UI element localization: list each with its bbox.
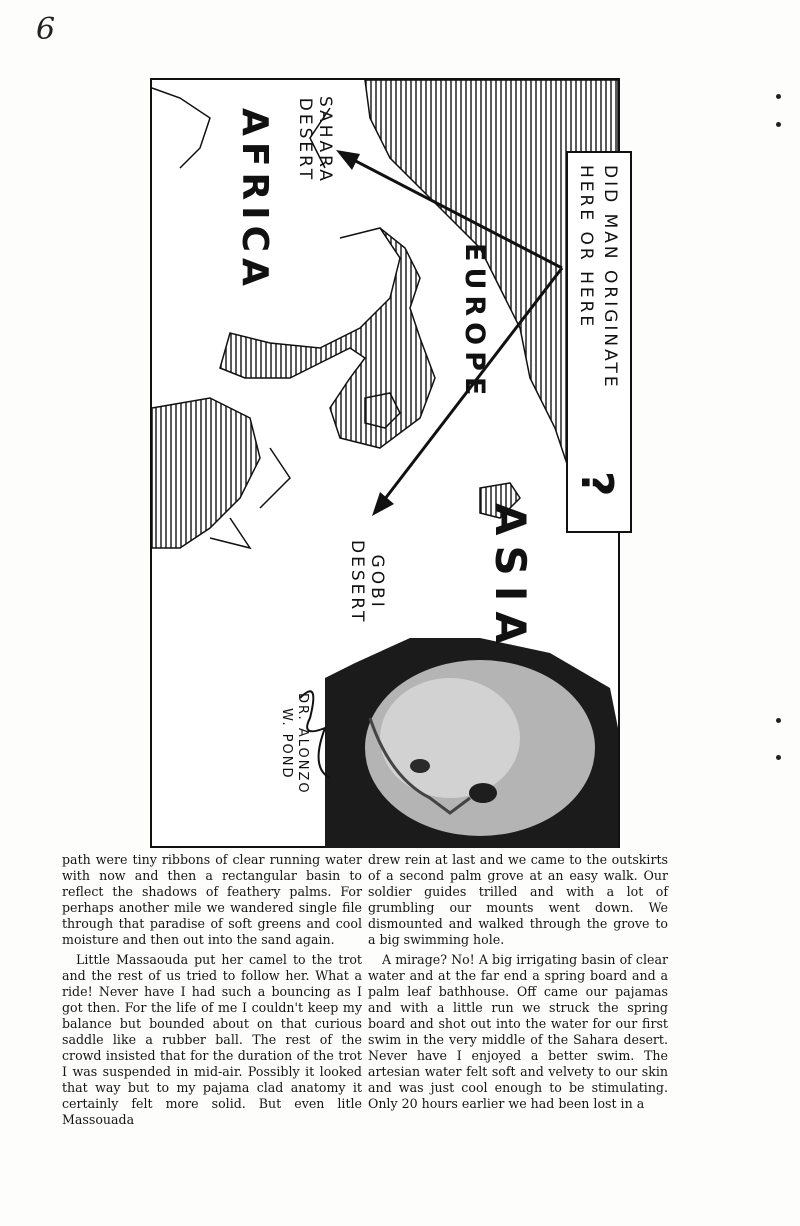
question-line-1: DID MAN ORIGINATE: [600, 165, 620, 390]
label-gobi-desert: GOBI DESERT: [347, 540, 387, 625]
margin-mark: [776, 718, 781, 723]
page-number: 6: [36, 12, 56, 47]
margin-mark: [776, 122, 781, 127]
paragraph: A mirage? No! A big irrigating basin of clear water and at the far end a spring board and a palm leaf bathhouse. Off came our pajamas and with a little run we struck the spring board and shot out into the water for our first swim in the very middle of the Sahara desert. Never have I enjoyed a better swim. The artesian water felt soft and velvety to our skin and was just cool enough to be stimulating. Only 20 hours earlier we had been lost in a: [368, 952, 668, 1111]
portrait-caption: DR. ALONZO W. POND: [279, 693, 310, 795]
question-line-2: HERE OR HERE: [576, 165, 596, 330]
article-column-right: [368, 852, 668, 1172]
label-sahara-desert: SAHARA DESERT: [295, 96, 335, 184]
margin-mark: [776, 94, 781, 99]
portrait-photo: [325, 638, 618, 848]
article-body: [62, 852, 668, 1172]
paragraph: path were tiny ribbons of clear running water with now and then a rectangular basin to reflect the shadows of feathery palms. For perhaps another mile we wandered single file through that paradise of soft greens and cool moisture and then out into the sand again.: [62, 852, 362, 947]
paragraph: Little Massaouda put her camel to the trot and the rest of us tried to follow her. What a ride! Never have I had such a bouncing as I got then. For the life of me I couldn't keep my balance but bounded about on that curious saddle like a rubber ball. The rest of the crowd insisted that for the duration of the trot I was suspended in mid-air. Possibly it looked that way but to my pajama clad anatomy it certainly felt more solid. But even litle Massouada: [62, 952, 362, 1127]
map-figure: [150, 78, 620, 848]
article-column-left: [62, 852, 362, 1172]
margin-mark: [776, 755, 781, 760]
question-mark: ?: [571, 471, 622, 497]
question-box: [566, 151, 632, 533]
map-illustration: [150, 78, 620, 848]
label-europe: EUROPE: [459, 243, 490, 402]
question-text: [574, 165, 622, 390]
label-asia: ASIA: [486, 503, 535, 654]
paragraph: drew rein at last and we came to the outskirts of a second palm grove at an easy walk. Our soldier guides trilled and with a lot of grumbling our mounts went down. We dismounted and walked through the grove to a big swimming hole.: [368, 852, 668, 947]
label-africa: AFRICA: [234, 108, 275, 292]
